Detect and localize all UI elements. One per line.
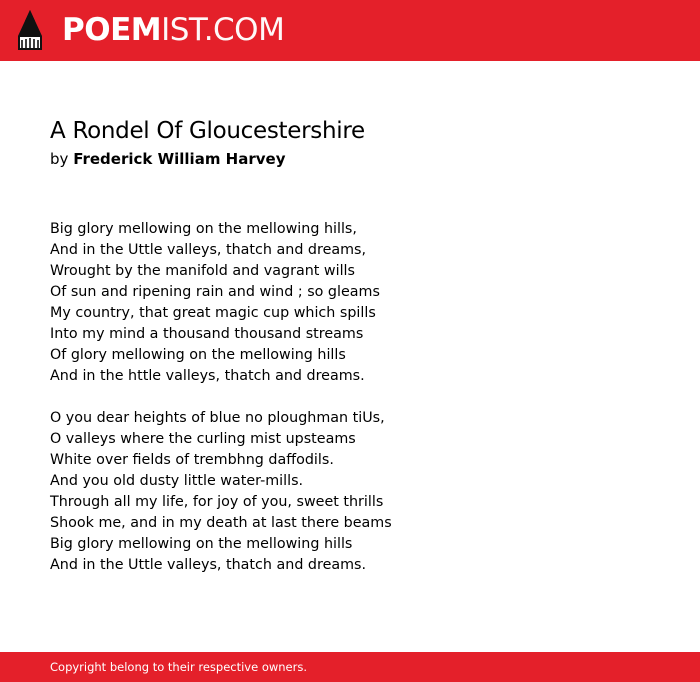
poem-line: And you old dusty little water-mills. bbox=[50, 473, 304, 489]
poem-line: Big glory mellowing on the mellowing hills bbox=[50, 536, 353, 552]
poem-title: A Rondel Of Gloucestershire bbox=[50, 118, 365, 144]
poem-line: Of sun and ripening rain and wind ; so gleams bbox=[50, 284, 380, 300]
logo-bold-text: POEM bbox=[62, 12, 162, 48]
copyright-notice: Copyright belong to their respective owners. bbox=[50, 660, 308, 674]
by-label: by bbox=[50, 150, 69, 168]
poem-line: Wrought by the manifold and vagrant wills bbox=[50, 263, 355, 279]
poem-line: Into my mind a thousand thousand streams bbox=[50, 326, 364, 342]
pencil-icon[interactable] bbox=[18, 10, 42, 50]
poem-line: And in the httle valleys, thatch and dreams. bbox=[50, 368, 365, 384]
poem-line: Shook me, and in my death at last there beams bbox=[50, 515, 392, 531]
poem-author: Frederick William Harvey bbox=[73, 150, 286, 168]
stanza bbox=[50, 219, 670, 387]
site-header bbox=[0, 0, 700, 61]
poem-line: O valleys where the curling mist upsteams bbox=[50, 431, 356, 447]
poem-line: Through all my life, for joy of you, sweet thrills bbox=[50, 494, 384, 510]
poem-line: My country, that great magic cup which spills bbox=[50, 305, 376, 321]
poem-line: White over fields of trembhng daffodils. bbox=[50, 452, 334, 468]
poem-line: O you dear heights of blue no ploughman tiUs, bbox=[50, 410, 385, 426]
poem-body bbox=[50, 219, 670, 597]
stanza bbox=[50, 408, 670, 576]
poem-line: Big glory mellowing on the mellowing hills, bbox=[50, 221, 357, 237]
site-logo[interactable] bbox=[62, 11, 284, 49]
poem-line: And in the Uttle valleys, thatch and dreams, bbox=[50, 242, 367, 258]
site-footer bbox=[0, 652, 700, 682]
poem-line: Of glory mellowing on the mellowing hills bbox=[50, 347, 346, 363]
poem-byline bbox=[50, 148, 285, 170]
poem-line: And in the Uttle valleys, thatch and dreams. bbox=[50, 557, 367, 573]
logo-light-text: IST.COM bbox=[161, 12, 285, 48]
